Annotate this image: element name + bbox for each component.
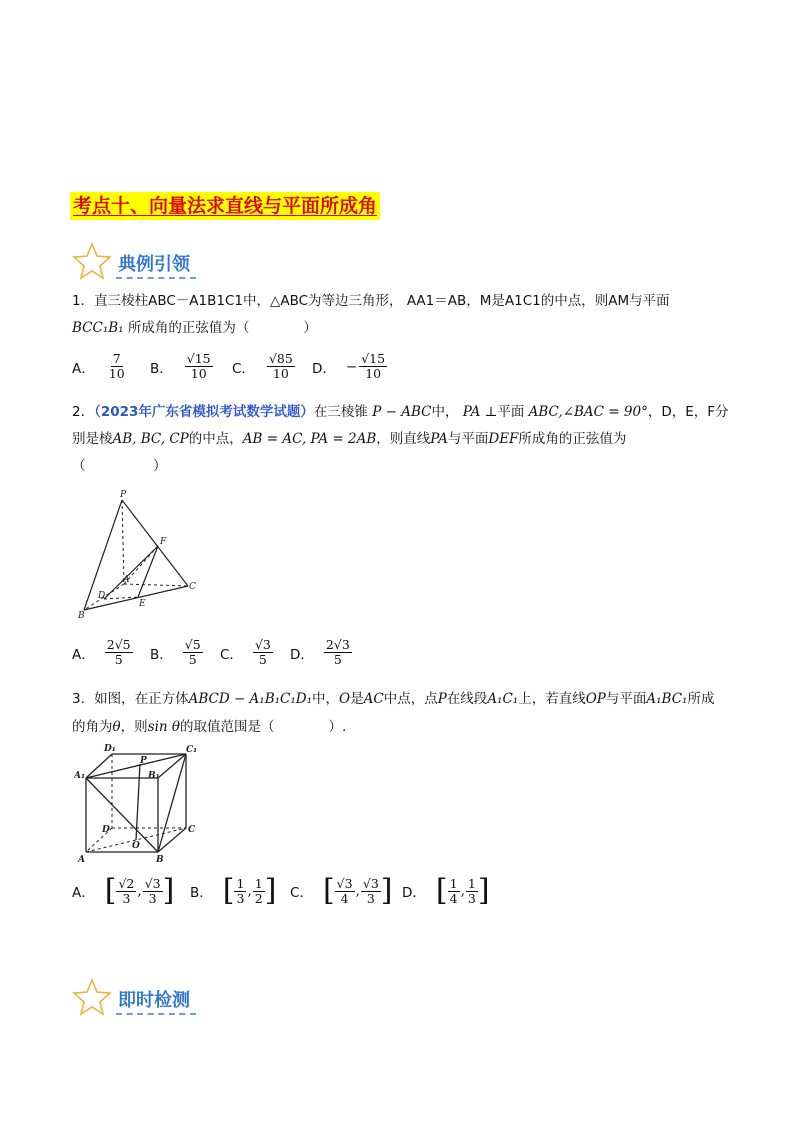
fraction: $\frac{√15}{10}$ [186, 351, 211, 381]
fig-label: D₁ [104, 744, 116, 754]
option-c[interactable]: C． [ $\frac{√3}{4}$ , $\frac{√3}{3}$ ] [290, 873, 393, 908]
fraction: $\frac{1}{3}$ [236, 875, 245, 906]
fig-label: O [132, 841, 140, 851]
section-underline [116, 277, 196, 279]
option-b[interactable]: B． [ $\frac{1}{3}$ , $\frac{1}{2}$ ] [190, 873, 277, 908]
option-a[interactable]: A． [ $\frac{√2}{3}$ , $\frac{√3}{3}$ ] [72, 873, 175, 908]
fraction: $\frac{√3}{5}$ [254, 637, 271, 667]
fig-label: B₁ [148, 771, 160, 781]
fig-label: F [160, 537, 167, 547]
option-d[interactable]: D． $\frac{2√3}{5}$ [290, 637, 350, 667]
fig-label: D [98, 591, 106, 601]
fraction: $\frac{√3}{4}$ [336, 875, 353, 906]
fraction: $\frac{√3}{3}$ [144, 875, 161, 906]
fig-label: C₁ [186, 745, 198, 755]
question-3-line-2: 的角为θ，则sin θ的取值范围是（ ）. [72, 719, 347, 735]
fig-label: D [102, 825, 110, 835]
fig-label: P [120, 490, 127, 500]
fraction: $\frac{1}{2}$ [254, 875, 263, 906]
cube-figure [74, 742, 204, 864]
question-3-line-1: 3．如图，在正方体ABCD − A₁B₁C₁D₁中，O是AC中点，点P在线段A₁C₁上，若直线OP与平面A₁BC₁所成 [72, 691, 715, 707]
option-a[interactable]: A． $\frac{2√5}{5}$ [72, 637, 131, 667]
fig-label: A [123, 575, 130, 585]
star-icon [72, 242, 112, 280]
fig-label: C [188, 825, 196, 835]
section-heading-examples: 典例引领 [118, 254, 190, 275]
question-2-line-1: 2．（2023年广东省模拟考试数学试题）在三棱锥 P − ABC中， PA ⊥平面 ABC,∠BAC = 90°，D，E，F分 [72, 404, 729, 420]
option-a[interactable]: A． $\frac{7}{10}$ [72, 351, 125, 381]
option-b[interactable]: B． $\frac{√5}{5}$ [150, 637, 201, 667]
section-underline [116, 1013, 196, 1015]
option-d[interactable]: D． − $\frac{√15}{10}$ [312, 351, 386, 381]
fig-label: C [189, 582, 196, 592]
fig-label: P [140, 756, 147, 766]
fraction: $\frac{2√3}{5}$ [325, 637, 350, 667]
question-source: （2023年广东省模拟考试数学试题） [94, 404, 314, 420]
fraction: $\frac{√3}{3}$ [362, 875, 379, 906]
plane-expression: BCC₁B₁ [72, 320, 124, 336]
option-b[interactable]: B． $\frac{√15}{10}$ [150, 351, 211, 381]
fraction: $\frac{√85}{10}$ [268, 351, 293, 381]
tetrahedron-figure [78, 486, 208, 621]
question-2-line-2: 别是棱AB, BC, CP的中点，AB = AC, PA = 2AB，则直线PA与平面DEF所成角的正弦值为 [72, 431, 627, 447]
option-c[interactable]: C． $\frac{√3}{5}$ [220, 637, 271, 667]
fraction: $\frac{7}{10}$ [108, 351, 125, 381]
fraction: $\frac{√15}{10}$ [361, 351, 386, 381]
star-icon [72, 978, 112, 1016]
fig-label: A [78, 855, 85, 864]
fig-label: A₁ [74, 771, 85, 781]
fig-label: B [156, 855, 164, 864]
question-1-line-2: BCC₁B₁ 所成角的正弦值为（ ） [72, 320, 317, 336]
section-heading-practice: 即时检测 [118, 990, 190, 1011]
question-1-line-1: 1．直三棱柱ABC－A1B1C1中，△ABC为等边三角形， AA1＝AB，M是A1C1的中点，则AM与平面 [72, 293, 670, 309]
fig-label: B [78, 611, 85, 621]
fraction: $\frac{√5}{5}$ [184, 637, 201, 667]
fraction: $\frac{1}{4}$ [449, 875, 458, 906]
fraction: $\frac{1}{3}$ [467, 875, 476, 906]
question-2-answer-blank: （ ） [72, 458, 167, 474]
option-c[interactable]: C． $\frac{√85}{10}$ [232, 351, 293, 381]
fraction: $\frac{2√5}{5}$ [106, 637, 131, 667]
fraction: $\frac{√2}{3}$ [118, 875, 135, 906]
page-title: 考点十、向量法求直线与平面所成角 [70, 192, 380, 220]
fig-label: E [139, 599, 146, 609]
option-d[interactable]: D． [ $\frac{1}{4}$ , $\frac{1}{3}$ ] [402, 873, 490, 908]
